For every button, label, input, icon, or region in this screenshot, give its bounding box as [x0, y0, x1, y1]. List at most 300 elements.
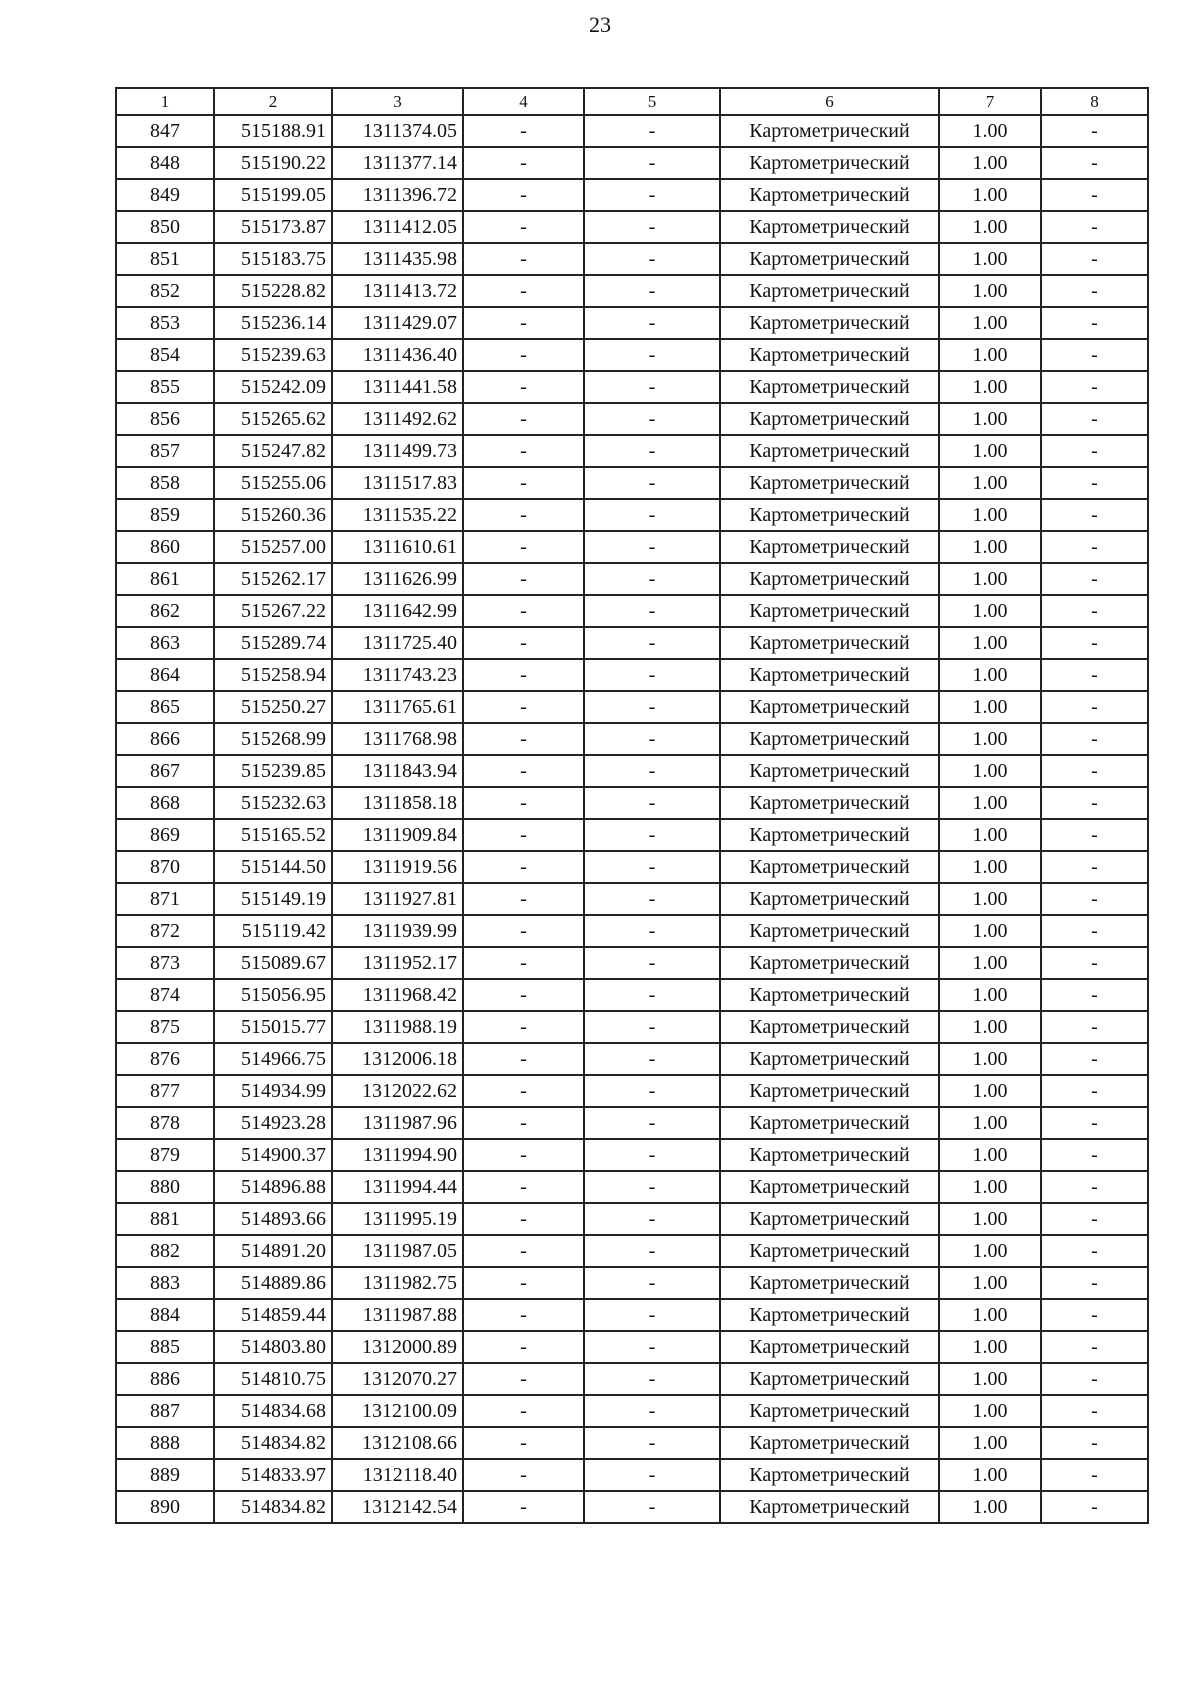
table-row — [116, 531, 1148, 563]
accuracy-cell: 1.00 — [939, 211, 1041, 243]
table-row — [116, 1331, 1148, 1363]
accuracy-cell: 1.00 — [939, 563, 1041, 595]
column-4-cell: - — [463, 723, 584, 755]
header-row — [116, 88, 1148, 115]
x-coordinate-cell: 515089.67 — [214, 947, 332, 979]
column-5-cell: - — [584, 371, 720, 403]
column-8-cell: - — [1041, 1171, 1148, 1203]
y-coordinate-cell: 1311768.98 — [332, 723, 463, 755]
point-number-cell: 869 — [116, 819, 214, 851]
table-row — [116, 883, 1148, 915]
column-4-cell: - — [463, 179, 584, 211]
point-number-cell: 847 — [116, 115, 214, 147]
column-5-cell: - — [584, 819, 720, 851]
table-row — [116, 1107, 1148, 1139]
point-number-cell: 880 — [116, 1171, 214, 1203]
accuracy-cell: 1.00 — [939, 1363, 1041, 1395]
column-5-cell: - — [584, 1331, 720, 1363]
column-4-cell: - — [463, 851, 584, 883]
point-number-cell: 861 — [116, 563, 214, 595]
accuracy-cell: 1.00 — [939, 723, 1041, 755]
method-cell: Картометрический — [720, 1011, 939, 1043]
accuracy-cell: 1.00 — [939, 371, 1041, 403]
point-number-cell: 866 — [116, 723, 214, 755]
point-number-cell: 863 — [116, 627, 214, 659]
y-coordinate-cell: 1311987.88 — [332, 1299, 463, 1331]
method-cell: Картометрический — [720, 147, 939, 179]
method-cell: Картометрический — [720, 947, 939, 979]
column-5-cell: - — [584, 1363, 720, 1395]
column-4-cell: - — [463, 595, 584, 627]
table-row — [116, 1427, 1148, 1459]
column-5-cell: - — [584, 787, 720, 819]
column-5-cell: - — [584, 595, 720, 627]
method-cell: Картометрический — [720, 371, 939, 403]
accuracy-cell: 1.00 — [939, 947, 1041, 979]
column-header: 7 — [939, 88, 1041, 115]
accuracy-cell: 1.00 — [939, 1203, 1041, 1235]
column-4-cell: - — [463, 1331, 584, 1363]
x-coordinate-cell: 515149.19 — [214, 883, 332, 915]
column-5-cell: - — [584, 1203, 720, 1235]
column-5-cell: - — [584, 1043, 720, 1075]
y-coordinate-cell: 1311413.72 — [332, 275, 463, 307]
column-5-cell: - — [584, 691, 720, 723]
method-cell: Картометрический — [720, 1139, 939, 1171]
method-cell: Картометрический — [720, 211, 939, 243]
column-8-cell: - — [1041, 1363, 1148, 1395]
column-8-cell: - — [1041, 659, 1148, 691]
point-number-cell: 858 — [116, 467, 214, 499]
table-row — [116, 1363, 1148, 1395]
table-row — [116, 243, 1148, 275]
method-cell: Картометрический — [720, 403, 939, 435]
column-4-cell: - — [463, 883, 584, 915]
column-4-cell: - — [463, 659, 584, 691]
column-4-cell: - — [463, 115, 584, 147]
column-4-cell: - — [463, 1235, 584, 1267]
accuracy-cell: 1.00 — [939, 1427, 1041, 1459]
point-number-cell: 853 — [116, 307, 214, 339]
column-8-cell: - — [1041, 211, 1148, 243]
table-row — [116, 499, 1148, 531]
column-8-cell: - — [1041, 339, 1148, 371]
column-5-cell: - — [584, 1235, 720, 1267]
coordinates-table — [115, 87, 1149, 1524]
accuracy-cell: 1.00 — [939, 1395, 1041, 1427]
column-8-cell: - — [1041, 563, 1148, 595]
column-8-cell: - — [1041, 883, 1148, 915]
point-number-cell: 856 — [116, 403, 214, 435]
point-number-cell: 857 — [116, 435, 214, 467]
column-8-cell: - — [1041, 915, 1148, 947]
x-coordinate-cell: 514966.75 — [214, 1043, 332, 1075]
y-coordinate-cell: 1311743.23 — [332, 659, 463, 691]
y-coordinate-cell: 1311492.62 — [332, 403, 463, 435]
column-4-cell: - — [463, 787, 584, 819]
column-8-cell: - — [1041, 1267, 1148, 1299]
accuracy-cell: 1.00 — [939, 1491, 1041, 1523]
y-coordinate-cell: 1311988.19 — [332, 1011, 463, 1043]
method-cell: Картометрический — [720, 499, 939, 531]
point-number-cell: 875 — [116, 1011, 214, 1043]
column-5-cell: - — [584, 1427, 720, 1459]
column-5-cell: - — [584, 723, 720, 755]
accuracy-cell: 1.00 — [939, 819, 1041, 851]
column-5-cell: - — [584, 1107, 720, 1139]
table-row — [116, 275, 1148, 307]
column-4-cell: - — [463, 275, 584, 307]
column-4-cell: - — [463, 979, 584, 1011]
method-cell: Картометрический — [720, 595, 939, 627]
column-5-cell: - — [584, 211, 720, 243]
x-coordinate-cell: 514923.28 — [214, 1107, 332, 1139]
y-coordinate-cell: 1311987.96 — [332, 1107, 463, 1139]
method-cell: Картометрический — [720, 467, 939, 499]
column-8-cell: - — [1041, 499, 1148, 531]
table-row — [116, 1171, 1148, 1203]
table-row — [116, 211, 1148, 243]
column-8-cell: - — [1041, 595, 1148, 627]
column-header: 8 — [1041, 88, 1148, 115]
method-cell: Картометрический — [720, 1171, 939, 1203]
column-4-cell: - — [463, 819, 584, 851]
table-row — [116, 1203, 1148, 1235]
column-8-cell: - — [1041, 435, 1148, 467]
method-cell: Картометрический — [720, 755, 939, 787]
column-8-cell: - — [1041, 1139, 1148, 1171]
column-4-cell: - — [463, 1395, 584, 1427]
table-row — [116, 1235, 1148, 1267]
column-header: 3 — [332, 88, 463, 115]
method-cell: Картометрический — [720, 627, 939, 659]
column-4-cell: - — [463, 755, 584, 787]
column-8-cell: - — [1041, 851, 1148, 883]
point-number-cell: 849 — [116, 179, 214, 211]
accuracy-cell: 1.00 — [939, 403, 1041, 435]
accuracy-cell: 1.00 — [939, 1171, 1041, 1203]
point-number-cell: 877 — [116, 1075, 214, 1107]
y-coordinate-cell: 1311517.83 — [332, 467, 463, 499]
y-coordinate-cell: 1311436.40 — [332, 339, 463, 371]
y-coordinate-cell: 1311435.98 — [332, 243, 463, 275]
column-4-cell: - — [463, 947, 584, 979]
table-row — [116, 1267, 1148, 1299]
y-coordinate-cell: 1311994.90 — [332, 1139, 463, 1171]
point-number-cell: 851 — [116, 243, 214, 275]
column-8-cell: - — [1041, 1235, 1148, 1267]
method-cell: Картометрический — [720, 659, 939, 691]
x-coordinate-cell: 514834.68 — [214, 1395, 332, 1427]
column-5-cell: - — [584, 467, 720, 499]
x-coordinate-cell: 515144.50 — [214, 851, 332, 883]
column-4-cell: - — [463, 403, 584, 435]
column-5-cell: - — [584, 1395, 720, 1427]
column-8-cell: - — [1041, 979, 1148, 1011]
table-row — [116, 179, 1148, 211]
column-5-cell: - — [584, 883, 720, 915]
column-8-cell: - — [1041, 1299, 1148, 1331]
table-row — [116, 691, 1148, 723]
point-number-cell: 889 — [116, 1459, 214, 1491]
table-row — [116, 1075, 1148, 1107]
y-coordinate-cell: 1311396.72 — [332, 179, 463, 211]
table-row — [116, 723, 1148, 755]
method-cell: Картометрический — [720, 307, 939, 339]
accuracy-cell: 1.00 — [939, 467, 1041, 499]
table-row — [116, 467, 1148, 499]
x-coordinate-cell: 514859.44 — [214, 1299, 332, 1331]
method-cell: Картометрический — [720, 1427, 939, 1459]
method-cell: Картометрический — [720, 339, 939, 371]
column-8-cell: - — [1041, 1203, 1148, 1235]
point-number-cell: 886 — [116, 1363, 214, 1395]
accuracy-cell: 1.00 — [939, 1299, 1041, 1331]
x-coordinate-cell: 515257.00 — [214, 531, 332, 563]
method-cell: Картометрический — [720, 1491, 939, 1523]
column-4-cell: - — [463, 1363, 584, 1395]
column-4-cell: - — [463, 1075, 584, 1107]
column-5-cell: - — [584, 915, 720, 947]
column-8-cell: - — [1041, 147, 1148, 179]
point-number-cell: 882 — [116, 1235, 214, 1267]
table-row — [116, 947, 1148, 979]
accuracy-cell: 1.00 — [939, 1139, 1041, 1171]
point-number-cell: 885 — [116, 1331, 214, 1363]
column-5-cell: - — [584, 179, 720, 211]
table-row — [116, 787, 1148, 819]
point-number-cell: 876 — [116, 1043, 214, 1075]
accuracy-cell: 1.00 — [939, 1075, 1041, 1107]
column-4-cell: - — [463, 499, 584, 531]
x-coordinate-cell: 515015.77 — [214, 1011, 332, 1043]
x-coordinate-cell: 515228.82 — [214, 275, 332, 307]
table-row — [116, 1139, 1148, 1171]
y-coordinate-cell: 1311995.19 — [332, 1203, 463, 1235]
column-4-cell: - — [463, 371, 584, 403]
method-cell: Картометрический — [720, 1075, 939, 1107]
column-5-cell: - — [584, 531, 720, 563]
point-number-cell: 848 — [116, 147, 214, 179]
column-8-cell: - — [1041, 1491, 1148, 1523]
method-cell: Картометрический — [720, 723, 939, 755]
table-row — [116, 1459, 1148, 1491]
point-number-cell: 884 — [116, 1299, 214, 1331]
column-4-cell: - — [463, 627, 584, 659]
table-row — [116, 1299, 1148, 1331]
x-coordinate-cell: 515247.82 — [214, 435, 332, 467]
table-row — [116, 627, 1148, 659]
table-row — [116, 755, 1148, 787]
column-4-cell: - — [463, 1299, 584, 1331]
table-row — [116, 147, 1148, 179]
column-5-cell: - — [584, 243, 720, 275]
point-number-cell: 874 — [116, 979, 214, 1011]
column-8-cell: - — [1041, 467, 1148, 499]
table-row — [116, 115, 1148, 147]
y-coordinate-cell: 1311858.18 — [332, 787, 463, 819]
y-coordinate-cell: 1311610.61 — [332, 531, 463, 563]
column-4-cell: - — [463, 339, 584, 371]
x-coordinate-cell: 515183.75 — [214, 243, 332, 275]
column-5-cell: - — [584, 115, 720, 147]
column-header: 1 — [116, 88, 214, 115]
y-coordinate-cell: 1312142.54 — [332, 1491, 463, 1523]
accuracy-cell: 1.00 — [939, 499, 1041, 531]
y-coordinate-cell: 1312108.66 — [332, 1427, 463, 1459]
method-cell: Картометрический — [720, 1363, 939, 1395]
y-coordinate-cell: 1311499.73 — [332, 435, 463, 467]
point-number-cell: 860 — [116, 531, 214, 563]
method-cell: Картометрический — [720, 915, 939, 947]
accuracy-cell: 1.00 — [939, 691, 1041, 723]
column-4-cell: - — [463, 211, 584, 243]
y-coordinate-cell: 1311412.05 — [332, 211, 463, 243]
y-coordinate-cell: 1311535.22 — [332, 499, 463, 531]
column-5-cell: - — [584, 1139, 720, 1171]
method-cell: Картометрический — [720, 1267, 939, 1299]
accuracy-cell: 1.00 — [939, 1235, 1041, 1267]
x-coordinate-cell: 515250.27 — [214, 691, 332, 723]
accuracy-cell: 1.00 — [939, 1331, 1041, 1363]
table-row — [116, 1011, 1148, 1043]
column-4-cell: - — [463, 1203, 584, 1235]
accuracy-cell: 1.00 — [939, 915, 1041, 947]
column-4-cell: - — [463, 147, 584, 179]
column-4-cell: - — [463, 243, 584, 275]
x-coordinate-cell: 514834.82 — [214, 1491, 332, 1523]
column-4-cell: - — [463, 1459, 584, 1491]
x-coordinate-cell: 515199.05 — [214, 179, 332, 211]
column-5-cell: - — [584, 1171, 720, 1203]
y-coordinate-cell: 1311377.14 — [332, 147, 463, 179]
point-number-cell: 867 — [116, 755, 214, 787]
column-8-cell: - — [1041, 115, 1148, 147]
point-number-cell: 854 — [116, 339, 214, 371]
column-8-cell: - — [1041, 1075, 1148, 1107]
y-coordinate-cell: 1311765.61 — [332, 691, 463, 723]
column-4-cell: - — [463, 563, 584, 595]
method-cell: Картометрический — [720, 115, 939, 147]
page-number: 23 — [589, 12, 611, 37]
table-row — [116, 403, 1148, 435]
column-5-cell: - — [584, 851, 720, 883]
column-8-cell: - — [1041, 179, 1148, 211]
table-row — [116, 371, 1148, 403]
accuracy-cell: 1.00 — [939, 659, 1041, 691]
point-number-cell: 873 — [116, 947, 214, 979]
table-row — [116, 819, 1148, 851]
method-cell: Картометрический — [720, 1043, 939, 1075]
x-coordinate-cell: 514834.82 — [214, 1427, 332, 1459]
x-coordinate-cell: 515173.87 — [214, 211, 332, 243]
point-number-cell: 870 — [116, 851, 214, 883]
column-4-cell: - — [463, 1427, 584, 1459]
x-coordinate-cell: 515265.62 — [214, 403, 332, 435]
y-coordinate-cell: 1311927.81 — [332, 883, 463, 915]
y-coordinate-cell: 1312070.27 — [332, 1363, 463, 1395]
accuracy-cell: 1.00 — [939, 1107, 1041, 1139]
method-cell: Картометрический — [720, 691, 939, 723]
column-8-cell: - — [1041, 755, 1148, 787]
y-coordinate-cell: 1311843.94 — [332, 755, 463, 787]
method-cell: Картометрический — [720, 1331, 939, 1363]
y-coordinate-cell: 1311909.84 — [332, 819, 463, 851]
table-body — [116, 115, 1148, 1523]
accuracy-cell: 1.00 — [939, 147, 1041, 179]
column-4-cell: - — [463, 467, 584, 499]
y-coordinate-cell: 1311968.42 — [332, 979, 463, 1011]
y-coordinate-cell: 1311429.07 — [332, 307, 463, 339]
column-5-cell: - — [584, 403, 720, 435]
y-coordinate-cell: 1311642.99 — [332, 595, 463, 627]
column-8-cell: - — [1041, 1331, 1148, 1363]
y-coordinate-cell: 1311994.44 — [332, 1171, 463, 1203]
column-5-cell: - — [584, 947, 720, 979]
accuracy-cell: 1.00 — [939, 435, 1041, 467]
column-8-cell: - — [1041, 627, 1148, 659]
method-cell: Картометрический — [720, 435, 939, 467]
table-row — [116, 1395, 1148, 1427]
table-row — [116, 659, 1148, 691]
accuracy-cell: 1.00 — [939, 627, 1041, 659]
y-coordinate-cell: 1312118.40 — [332, 1459, 463, 1491]
x-coordinate-cell: 515165.52 — [214, 819, 332, 851]
method-cell: Картометрический — [720, 1395, 939, 1427]
column-8-cell: - — [1041, 531, 1148, 563]
y-coordinate-cell: 1311626.99 — [332, 563, 463, 595]
accuracy-cell: 1.00 — [939, 851, 1041, 883]
point-number-cell: 859 — [116, 499, 214, 531]
table-row — [116, 339, 1148, 371]
column-8-cell: - — [1041, 1011, 1148, 1043]
x-coordinate-cell: 515239.63 — [214, 339, 332, 371]
x-coordinate-cell: 514896.88 — [214, 1171, 332, 1203]
table-row — [116, 307, 1148, 339]
column-4-cell: - — [463, 1491, 584, 1523]
y-coordinate-cell: 1311987.05 — [332, 1235, 463, 1267]
column-5-cell: - — [584, 307, 720, 339]
x-coordinate-cell: 514891.20 — [214, 1235, 332, 1267]
column-5-cell: - — [584, 1491, 720, 1523]
column-4-cell: - — [463, 915, 584, 947]
column-header: 5 — [584, 88, 720, 115]
point-number-cell: 855 — [116, 371, 214, 403]
x-coordinate-cell: 515190.22 — [214, 147, 332, 179]
column-8-cell: - — [1041, 403, 1148, 435]
x-coordinate-cell: 515056.95 — [214, 979, 332, 1011]
column-5-cell: - — [584, 147, 720, 179]
point-number-cell: 872 — [116, 915, 214, 947]
accuracy-cell: 1.00 — [939, 595, 1041, 627]
point-number-cell: 864 — [116, 659, 214, 691]
x-coordinate-cell: 514889.86 — [214, 1267, 332, 1299]
accuracy-cell: 1.00 — [939, 115, 1041, 147]
x-coordinate-cell: 514810.75 — [214, 1363, 332, 1395]
column-4-cell: - — [463, 1043, 584, 1075]
column-8-cell: - — [1041, 947, 1148, 979]
method-cell: Картометрический — [720, 1203, 939, 1235]
column-8-cell: - — [1041, 691, 1148, 723]
column-5-cell: - — [584, 275, 720, 307]
column-8-cell: - — [1041, 275, 1148, 307]
point-number-cell: 878 — [116, 1107, 214, 1139]
table-row — [116, 915, 1148, 947]
x-coordinate-cell: 515119.42 — [214, 915, 332, 947]
column-8-cell: - — [1041, 307, 1148, 339]
x-coordinate-cell: 515268.99 — [214, 723, 332, 755]
column-8-cell: - — [1041, 723, 1148, 755]
